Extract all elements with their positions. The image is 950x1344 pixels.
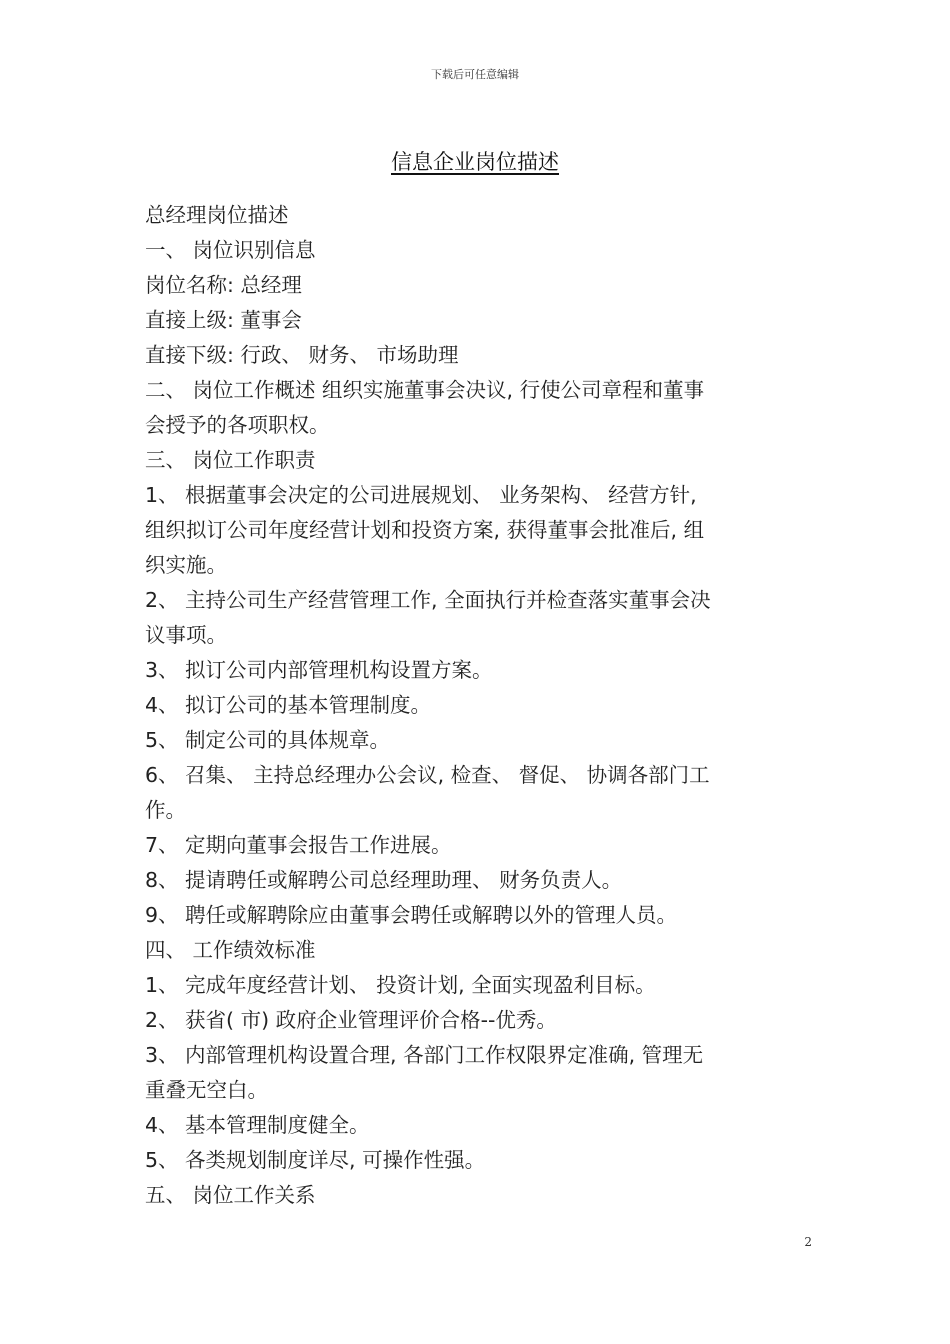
body-line: 会授予的各项职权。	[145, 413, 330, 437]
body-line: 三、 岗位工作职责	[145, 448, 316, 472]
page-header: 下载后可任意编辑	[431, 68, 519, 81]
body-line: 总经理岗位描述	[145, 203, 289, 227]
body-line: 4、 基本管理制度健全。	[145, 1113, 370, 1137]
body-line: 议事项。	[145, 623, 227, 647]
body-line: 1、 完成年度经营计划、 投资计划, 全面实现盈利目标。	[145, 973, 656, 997]
document-title: 信息企业岗位描述	[391, 150, 559, 174]
body-line: 1、 根据董事会决定的公司进展规划、 业务架构、 经营方针,	[145, 483, 697, 507]
body-line: 二、 岗位工作概述 组织实施董事会决议, 行使公司章程和董事	[145, 378, 705, 402]
body-line: 5、 制定公司的具体规章。	[145, 728, 391, 752]
body-line: 直接上级: 董事会	[145, 308, 302, 332]
body-line: 5、 各类规划制度详尽, 可操作性强。	[145, 1148, 486, 1172]
body-line: 6、 召集、 主持总经理办公会议, 检查、 督促、 协调各部门工	[145, 763, 710, 787]
body-line: 岗位名称: 总经理	[145, 273, 302, 297]
body-line: 8、 提请聘任或解聘公司总经理助理、 财务负责人。	[145, 868, 623, 892]
body-line: 织实施。	[145, 553, 227, 577]
body-line: 四、 工作绩效标准	[145, 938, 316, 962]
body-line: 组织拟订公司年度经营计划和投资方案, 获得董事会批准后, 组	[145, 518, 705, 542]
body-line: 3、 拟订公司内部管理机构设置方案。	[145, 658, 493, 682]
body-line: 4、 拟订公司的基本管理制度。	[145, 693, 432, 717]
page-number: 2	[804, 1235, 812, 1249]
body-line: 直接下级: 行政、 财务、 市场助理	[145, 343, 459, 367]
body-line: 3、 内部管理机构设置合理, 各部门工作权限界定准确, 管理无	[145, 1043, 704, 1067]
body-line: 重叠无空白。	[145, 1078, 268, 1102]
body-line: 作。	[145, 798, 186, 822]
body-line: 7、 定期向董事会报告工作进展。	[145, 833, 452, 857]
body-line: 2、 主持公司生产经营管理工作, 全面执行并检查落实董事会决	[145, 588, 711, 612]
document-body	[145, 198, 815, 1213]
body-line: 9、 聘任或解聘除应由董事会聘任或解聘以外的管理人员。	[145, 903, 678, 927]
body-line: 2、 获省( 市) 政府企业管理评价合格--优秀。	[145, 1008, 557, 1032]
body-line: 五、 岗位工作关系	[145, 1183, 316, 1207]
body-line: 一、 岗位识别信息	[145, 238, 316, 262]
